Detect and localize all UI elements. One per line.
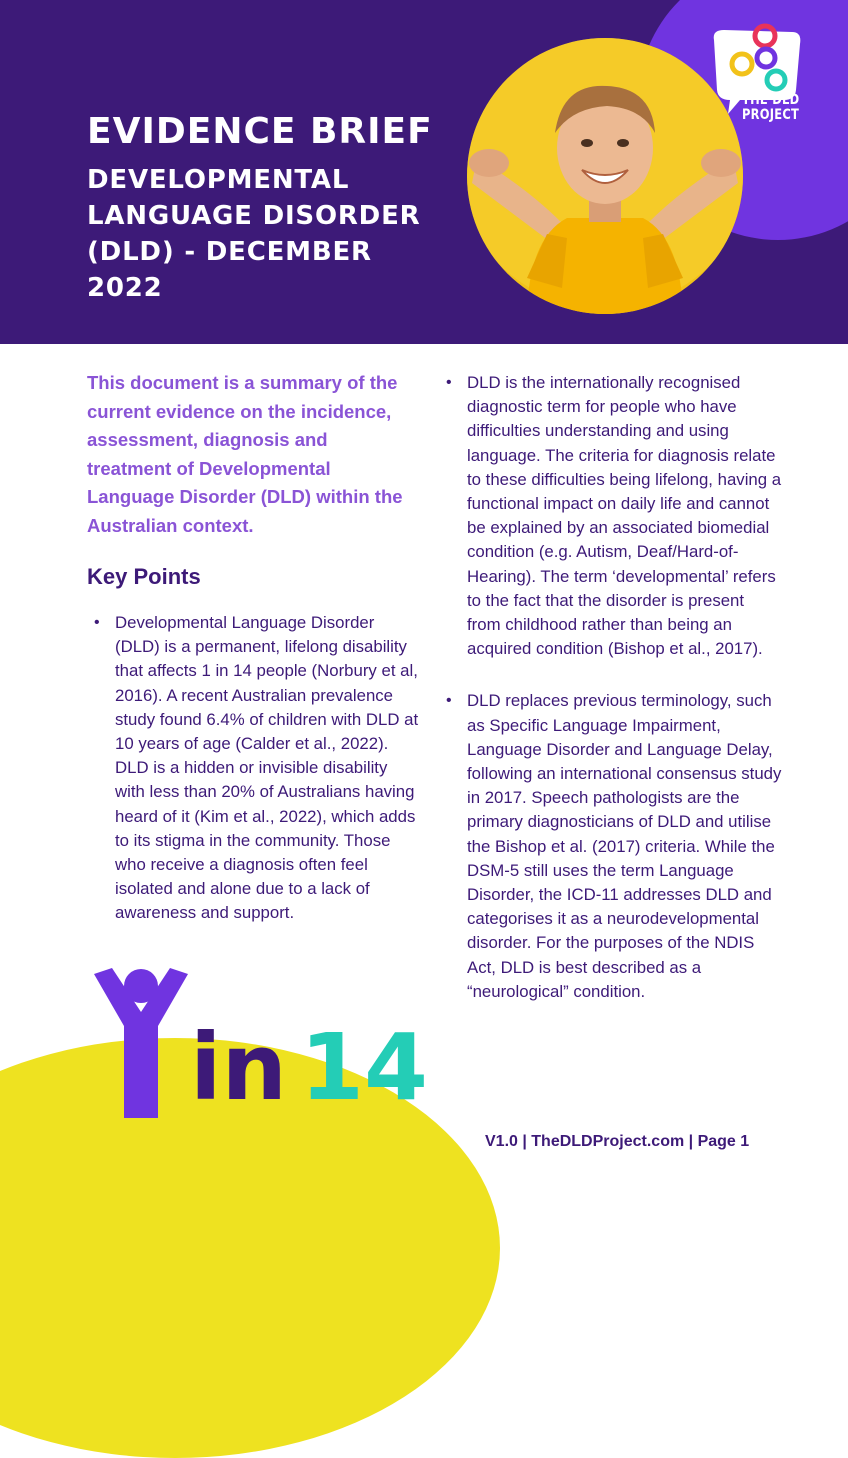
header-banner	[0, 0, 848, 344]
key-points-list	[90, 611, 420, 926]
right-column-list	[442, 371, 782, 1032]
key-point-item: • Developmental Language Disorder (DLD) is a permanent, lifelong disability that affects 1 in 14 people (Norbury et al, 2016). A recent Australian prevalence study found 6.4% of children with DLD at 10 years of age (Calder et al., 2022). DLD is a hidden or invisible disability with less than 20% of Australians having heard of it (Kim et al., 2022), which adds to its stigma in the community. Those who receive a diagnosis often feel isolated and alone due to a lack of awareness and support.	[90, 611, 420, 926]
person-arms-up-icon	[86, 960, 196, 1120]
page-title: EVIDENCE BRIEF	[87, 111, 433, 152]
dld-terminology-item: • DLD replaces previous terminology, such as Specific Language Impairment, Language Disorder and Language Delay, following an international consensus study in 2017. Speech pathologists are the primary diagnosticians of DLD and utilise the Bishop et al. (2017) criteria. While the DSM-5 still uses the term Language Disorder, the ICD-11 addresses DLD and categorises it as a neurodevelopmental disorder. For the purposes of the NDIS Act, DLD is best described as a “neurological” condition.	[442, 689, 782, 1004]
dld-definition-item: • DLD is the internationally recognised diagnostic term for people who have difficulties understanding and using language. The criteria for diagnosis relate to these difficulties being lifelong, having a functional impact on daily life and cannot be explained by an associated biomedial condition (e.g. Autism, Deaf/Hard-of-Hearing). The term ‘developmental’ refers to the fact that the disorder is present from childhood rather than being an acquired condition (Bishop et al., 2017).	[442, 371, 782, 661]
intro-summary: This document is a summary of the current evidence on the incidence, assessment, diagnosis and treatment of Developmental Language Disorder (DLD) within the Australian context.	[87, 372, 403, 536]
stat-in-text: in	[190, 1014, 288, 1121]
stat-number: 14	[300, 1014, 429, 1121]
page-subtitle: DEVELOPMENTAL LANGUAGE DISORDER (DLD) - DECEMBER 2022	[87, 165, 421, 303]
key-points-heading: Key Points	[87, 564, 201, 589]
page-footer: V1.0 | TheDLDProject.com | Page 1	[485, 1133, 750, 1150]
logo-text: THE DLD PROJECT	[742, 92, 800, 123]
